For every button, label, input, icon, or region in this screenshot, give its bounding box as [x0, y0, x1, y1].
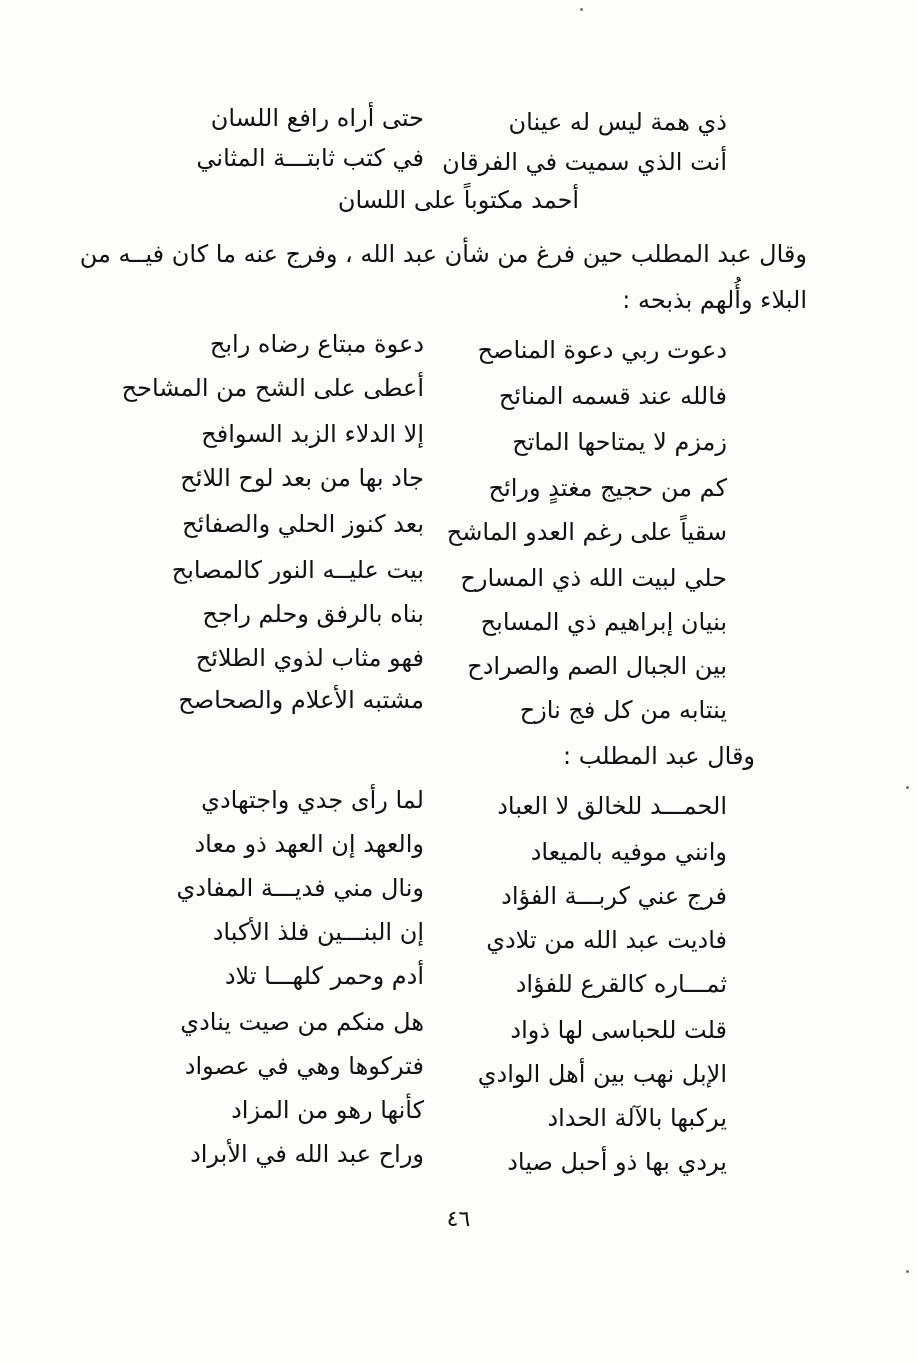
poem-2-verse-right: يركبها بالآلة الحداد [547, 1104, 727, 1132]
poem-2-verse-left: ونال مني فديـــة المفادي [176, 874, 424, 902]
poem-1-verse-right: بين الجبال الصم والصرادح [467, 652, 727, 680]
poem-1-verse-left: إلا الدلاء الزبد السوافح [201, 420, 424, 448]
poem-2-verse-right: وانني موفيه بالميعاد [530, 838, 727, 866]
poem-2-verse-right: يردي بها ذو أحبل صياد [507, 1148, 727, 1176]
poem-1-verse-left: مشتبه الأعلام والصحاصح [178, 686, 424, 714]
poem-2-verse-left: فتركوها وهي في عصواد [184, 1052, 424, 1080]
poem-1-verse-left: بناه بالرفق وحلم راجح [202, 600, 424, 628]
poem-2-verse-left: لما رأى جدي واجتهادي [201, 786, 424, 814]
poem-1-verse-right: زمزم لا يمتاحها الماتح [512, 428, 727, 456]
prose-paragraph-line-1: وقال عبد المطلب حين فرغ من شأن عبد الله ، وفرج عنه ما كان فيــه من [79, 240, 807, 268]
poem-1-verse-right: حلي لبيت الله ذي المسارح [460, 564, 727, 592]
poem-1-verse-left: فهو مثاب لذوي الطلائح [195, 644, 424, 672]
poem-2-verse-left: كأنها رهو من المزاد [231, 1096, 424, 1124]
poem-2-verse-right: ثمـــاره كالقرع للفؤاد [515, 970, 727, 998]
top-verse-2-left: في كتب ثابتـــة المثاني [196, 144, 424, 172]
top-verse-1-left: حتى أراه رافع اللسان [210, 104, 424, 132]
poem-2-verse-right: الإبل نهب بين أهل الوادي [477, 1060, 727, 1088]
page-number: ٤٦ [446, 1207, 471, 1232]
poem-2-verse-right: الحمـــد للخالق لا العباد [497, 792, 727, 820]
scan-speck [906, 1270, 909, 1273]
prose-heading-2: وقال عبد المطلب : [563, 742, 755, 770]
prose-paragraph-line-2: البلاء وأُلهم بذبحه : [622, 286, 807, 314]
poem-1-verse-right: ينتابه من كل فج نازح [519, 696, 727, 724]
top-verse-1-right: ذي همة ليس له عينان [508, 108, 727, 136]
poem-1-verse-right: كم من حجيج مغتدٍ ورائح [488, 474, 727, 502]
poem-1-verse-right: بنيان إبراهيم ذي المسابح [480, 608, 727, 636]
poem-1-verse-left: أعطى على الشح من المشاحح [121, 374, 424, 402]
poem-1-verse-right: دعوت ربي دعوة المناصح [477, 336, 727, 364]
poem-1-verse-left: بعد كنوز الحلي والصفائح [182, 510, 424, 538]
centered-verse: أحمد مكتوباً على اللسان [337, 186, 580, 214]
poem-1-verse-right: فالله عند قسمه المنائح [498, 382, 727, 410]
poem-2-verse-left: إن البنـــين فلذ الأكباد [212, 918, 424, 946]
poem-1-verse-left: دعوة مبتاع رضاه رابح [209, 330, 424, 358]
poem-1-verse-left: بيت عليــه النور كالمصابح [171, 556, 424, 584]
poem-2-verse-left: أدم وحمر كلهـــا تلاد [224, 962, 424, 990]
scan-speck [580, 8, 583, 11]
poem-2-verse-left: والعهد إن العهد ذو معاد [194, 830, 424, 858]
poem-2-verse-right: فرج عني كربـــة الفؤاد [501, 882, 727, 910]
poem-2-verse-right: فاديت عبد الله من تلادي [486, 926, 727, 954]
poem-1-verse-right: سقياً على رغم العدو الماشح [446, 518, 727, 546]
poem-1-verse-left: جاد بها من بعد لوح اللائح [180, 464, 424, 492]
poem-2-verse-left: هل منكم من صيت ينادي [180, 1008, 424, 1036]
poem-2-verse-left: وراح عبد الله في الأبراد [190, 1140, 424, 1168]
top-verse-2-right: أنت الذي سميت في الفرقان [442, 148, 727, 176]
poem-2-verse-right: قلت للحباسى لها ذواد [510, 1016, 727, 1044]
scan-speck [906, 786, 909, 789]
